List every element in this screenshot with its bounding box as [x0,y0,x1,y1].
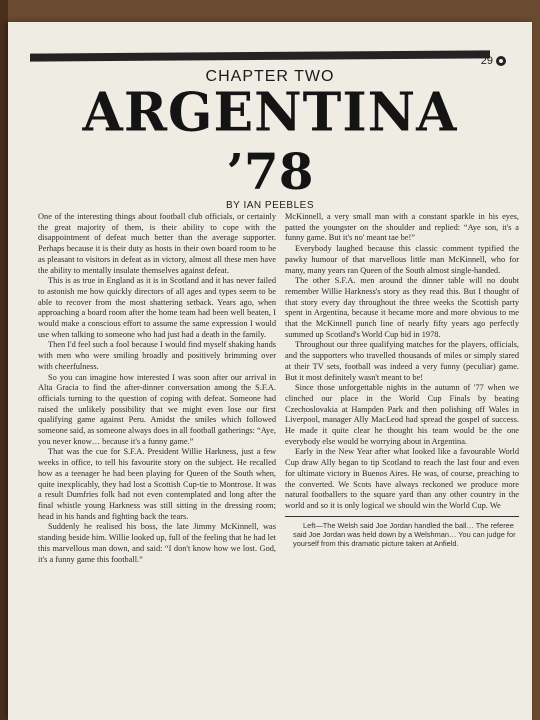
paragraph: Everybody laughed because this classic comment typified the pawky humour of that marvellous little man McKinnell, who for many, many years ran Queen of the South almost single-handed. [285,244,519,275]
paragraph: So you can imagine how interested I was soon after our arrival in Alta Gracia to find the after-dinner conversation among the S.F.A. officials turning to the question of coping with defeat. Someone had raised the unlikely possibility that we might even lose our first qualifying game against Peru. Amidst the smiles which followed someone said, as someone always does in all football gatherings: “Aye, you never know… because it's a funny game.” [38,372,276,446]
paragraph: Early in the New Year after what looked like a favourable World Cup draw Ally began to tip Scotland to reach the last four and even for ultimate victory in Buenos Aires. He was, of course, preaching to the converted. We Scots have always reckoned we produce more natural footballers to the square yard than any other country in the world and so it is only logical we should win the World Cup. We [285,447,519,510]
chapter-label: CHAPTER TWO [205,68,335,85]
paragraph: The other S.F.A. men around the dinner table will no doubt remember Willie Harkness's story as they read this. But I thought of that story every day throughout the three weeks the Scottish party spent in Argentina, because it became more and more obvious to me that the McKinnell punch line of nearly fifty years ago perfectly summed up Scotland's World Cup bid in 1978. [285,276,519,339]
right-column [285,212,519,548]
paragraph: That was the cue for S.F.A. President Willie Harkness, just a few weeks in office, to tell his favourite story on the subject. He recalled how as a teenager he had been playing for Queen of the South when, quite inexplicably, they had lost a Scottish Cup-tie to Montrose. It was a result Dumfries folk had not even contemplated and long after the final whistle young Harkness was still sitting in the dressing room; head in his hands and fighting back the tears. [38,447,276,521]
table-edge [0,0,8,720]
paragraph: McKinnell, a very small man with a constant sparkle in his eyes, patted the youngster on the shoulder and replied: “Aye son, it's a funny game. But it's no' meant tae be!” [285,212,519,243]
book-page [8,22,532,720]
paragraph: Then I'd feel such a fool because I would find myself shaking hands with men who were smiling broadly and positively brimming over with cheerfulness. [38,340,276,371]
paragraph: Since those unforgettable nights in the autumn of '77 when we clinched our place in the World Cup Finals by beating Czechoslovakia at Hampden Park and then polishing off Wales in Liverpool, manager Ally MacLeod had spread the gospel of success. He made it quite clear he thought his team would be the one everybody else would be worrying about in Argentina. [285,383,519,446]
chapter-title: ARGENTINA [82,81,458,144]
chapter-title-year: ’78 [226,142,314,201]
header-rule [30,50,490,61]
byline: BY IAN PEEBLES [226,200,314,211]
paragraph: This is as true in England as it is in Scotland and it has never failed to astonish me how quickly directors of all ages and types seem to be able to recover from the most shattering setback. Years ago, when approaching a board room after the home team had been well beaten, I would make a conscious effort to assume the same expression I would use when talking to someone who had just had a death in the family. [38,276,276,339]
left-column [38,212,276,565]
caption-divider [285,516,519,517]
paragraph: One of the interesting things about football club officials, or certainly the great majority of them, is their ability to cope with the disappointment of defeat much better than the average supporter. Perhaps because it is their duty as hosts in their own board room to be as pleasant to visitors in defeat as in victory, almost all these men have the ability to mentally insulate themselves against defeat. [38,212,276,275]
paragraph: Throughout our three qualifying matches for the players, officials, and the supporters who travelled thousands of miles or simply stared at their TV sets, football was indeed a very funny (peculiar) game. But it most definitely wasn't meant to be! [285,340,519,382]
page-number-text: 29 [480,55,493,67]
page-number [481,55,506,67]
football-icon [496,56,506,66]
photo-caption: Left—The Welsh said Joe Jordan handled the ball… The referee said Joe Jordan was held down by a Welshman… You can judge for yourself from this dramatic picture taken at Anfield. [293,520,516,548]
paragraph: Suddenly he realised his boss, the late Jimmy McKinnell, was standing beside him. Willie looked up, full of the feeling that he had let this marvellous man down, and said: “I don't know how we lost. God, it's a funny game this football.” [38,522,276,564]
